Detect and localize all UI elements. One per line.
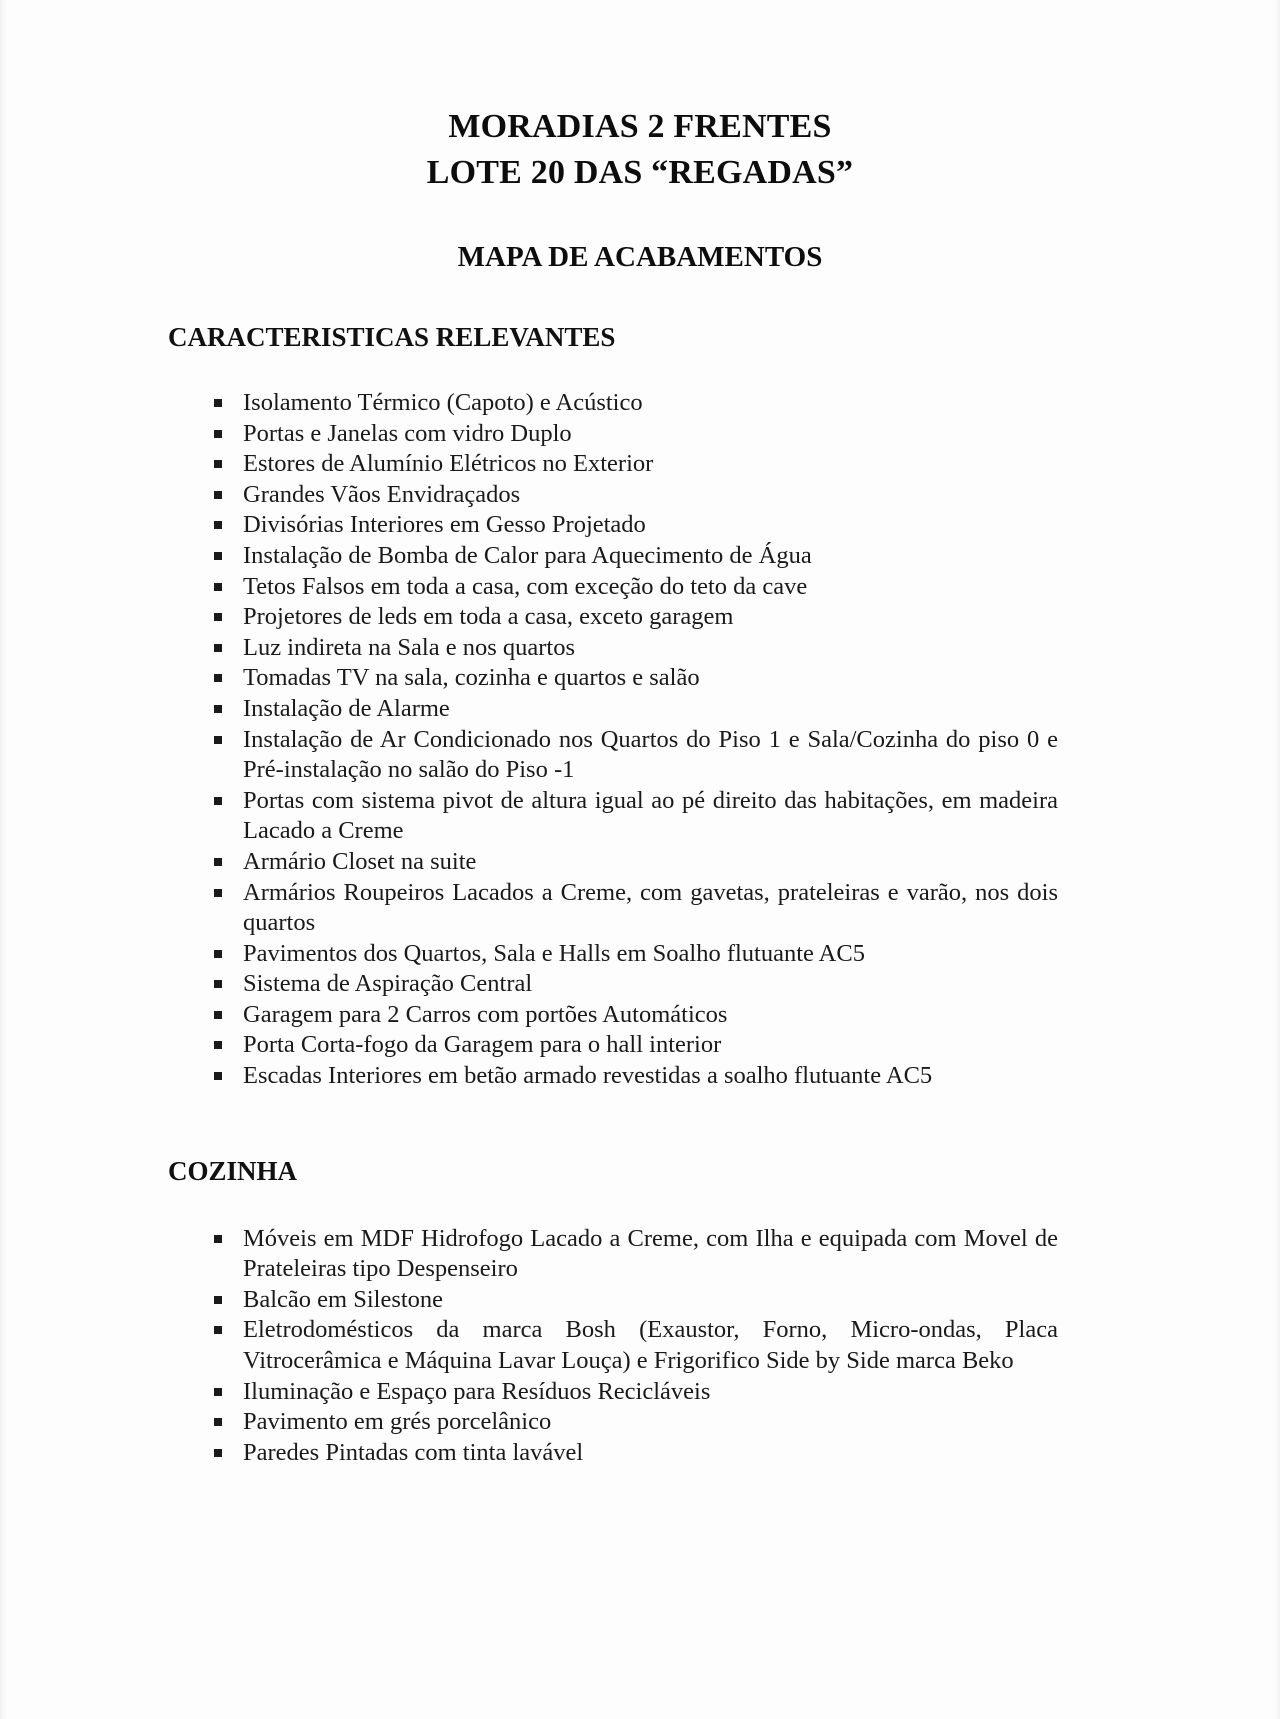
bullet-square-icon: [214, 950, 222, 958]
list-item-label: Armário Closet na suite: [243, 847, 477, 875]
list-item: [208, 480, 1058, 511]
list-item-label: Divisórias Interiores em Gesso Projetado: [243, 511, 646, 539]
list-item: [208, 725, 1058, 786]
list-item-label: Garagem para 2 Carros com portões Automáticos: [243, 1000, 728, 1028]
list-item: [208, 1285, 1058, 1316]
list-item: [208, 449, 1058, 480]
list-item-label: Luz indireta na Sala e nos quartos: [243, 633, 576, 661]
list-item-label: Móveis em MDF Hidrofogo Lacado a Creme, com Ilha e equipada com Movel de Prateleiras tipo Despenseiro: [243, 1224, 1058, 1283]
list-item: [208, 694, 1058, 725]
bullet-square-icon: [214, 674, 222, 682]
bullet-square-icon: [214, 889, 222, 897]
list-item: [208, 969, 1058, 1000]
bullet-square-icon: [214, 1326, 222, 1334]
list-item-label: Paredes Pintadas com tinta lavável: [243, 1438, 584, 1466]
list-item-label: Projetores de leds em toda a casa, exceto garagem: [243, 603, 734, 631]
list-item: [208, 1000, 1058, 1031]
list-item-label: Instalação de Alarme: [243, 694, 450, 722]
bullet-square-icon: [214, 552, 222, 560]
bullet-square-icon: [214, 858, 222, 866]
list-item: [208, 663, 1058, 694]
bullet-square-icon: [214, 1418, 222, 1426]
list-item: [208, 847, 1058, 878]
bullet-square-icon: [214, 1235, 222, 1243]
bullet-square-icon: [214, 613, 222, 621]
bullet-square-icon: [214, 460, 222, 468]
list-item: [208, 1315, 1058, 1376]
document-subtitle: MAPA DE ACABAMENTOS: [457, 241, 823, 273]
list-item: [208, 1224, 1058, 1285]
list-item: [208, 541, 1058, 572]
document-title-line-1: MORADIAS 2 FRENTES: [448, 108, 832, 145]
list-item-label: Balcão em Silestone: [243, 1285, 444, 1313]
document-title-line-2: LOTE 20 DAS “REGADAS”: [426, 154, 854, 191]
document-title-block: [0, 0, 1280, 276]
list-item: [208, 878, 1058, 939]
list-item: [208, 939, 1058, 970]
list-item: [208, 1377, 1058, 1408]
bullet-square-icon: [214, 583, 222, 591]
section-heading-cozinha: COZINHA: [168, 1155, 298, 1186]
bullet-square-icon: [214, 1449, 222, 1457]
bullet-square-icon: [214, 430, 222, 438]
list-item-label: Instalação de Bomba de Calor para Aquecimento de Água: [243, 541, 812, 569]
list-item-label: Isolamento Térmico (Capoto) e Acústico: [243, 389, 643, 416]
bullet-square-icon: [214, 1072, 222, 1080]
bullet-square-icon: [214, 521, 222, 529]
list-item-label: Estores de Alumínio Elétricos no Exterior: [243, 450, 654, 478]
bullet-square-icon: [214, 399, 222, 407]
list-item-label: Porta Corta-fogo da Garagem para o hall interior: [243, 1031, 722, 1059]
list-item: [208, 510, 1058, 541]
bullet-square-icon: [214, 644, 222, 652]
bullet-square-icon: [214, 736, 222, 744]
cozinha-list: [208, 1224, 1058, 1469]
list-item-label: Armários Roupeiros Lacados a Creme, com gavetas, prateleiras e varão, nos dois quartos: [243, 878, 1058, 937]
list-item-label: Escadas Interiores em betão armado revestidas a soalho flutuante AC5: [243, 1062, 933, 1090]
bullet-square-icon: [214, 1041, 222, 1049]
bullet-square-icon: [214, 1011, 222, 1019]
list-item-label: Portas com sistema pivot de altura igual ao pé direito das habitações, em madeira Lacado a Creme: [243, 786, 1058, 845]
list-item: [208, 388, 1058, 419]
list-item: [208, 633, 1058, 664]
list-item-label: Portas e Janelas com vidro Duplo: [243, 419, 572, 447]
list-item-label: Pavimento em grés porcelânico: [243, 1408, 552, 1436]
list-item: [208, 1061, 1058, 1092]
caracteristicas-list: [208, 388, 1058, 1092]
list-item: [208, 419, 1058, 450]
bullet-square-icon: [214, 705, 222, 713]
list-item: [208, 572, 1058, 603]
list-item: [208, 1407, 1058, 1438]
list-item-label: Tomadas TV na sala, cozinha e quartos e salão: [243, 664, 700, 692]
list-item-label: Sistema de Aspiração Central: [243, 970, 533, 998]
list-item-label: Instalação de Ar Condicionado nos Quartos do Piso 1 e Sala/Cozinha do piso 0 e Pré-instalação no salão do Piso -1: [243, 725, 1058, 784]
bullet-square-icon: [214, 1296, 222, 1304]
list-item: [208, 786, 1058, 847]
bullet-square-icon: [214, 1388, 222, 1396]
list-item-label: Grandes Vãos Envidraçados: [243, 480, 521, 508]
section-heading-caracteristicas: CARACTERISTICAS RELEVANTES: [168, 322, 616, 352]
list-item: [208, 1438, 1058, 1469]
list-item-label: Iluminação e Espaço para Resíduos Recicláveis: [243, 1377, 711, 1405]
list-item-label: Pavimentos dos Quartos, Sala e Halls em Soalho flutuante AC5: [243, 939, 865, 967]
bullet-square-icon: [214, 491, 222, 499]
list-item-label: Tetos Falsos em toda a casa, com exceção do teto da cave: [243, 572, 808, 600]
list-item: [208, 1030, 1058, 1061]
bullet-square-icon: [214, 797, 222, 805]
bullet-square-icon: [214, 980, 222, 988]
list-item-label: Eletrodomésticos da marca Bosh (Exaustor, Forno, Micro-ondas, Placa Vitrocerâmica e Máquina Lavar Louça) e Frigorifico Side by Side marca Beko: [243, 1316, 1058, 1375]
list-item: [208, 602, 1058, 633]
